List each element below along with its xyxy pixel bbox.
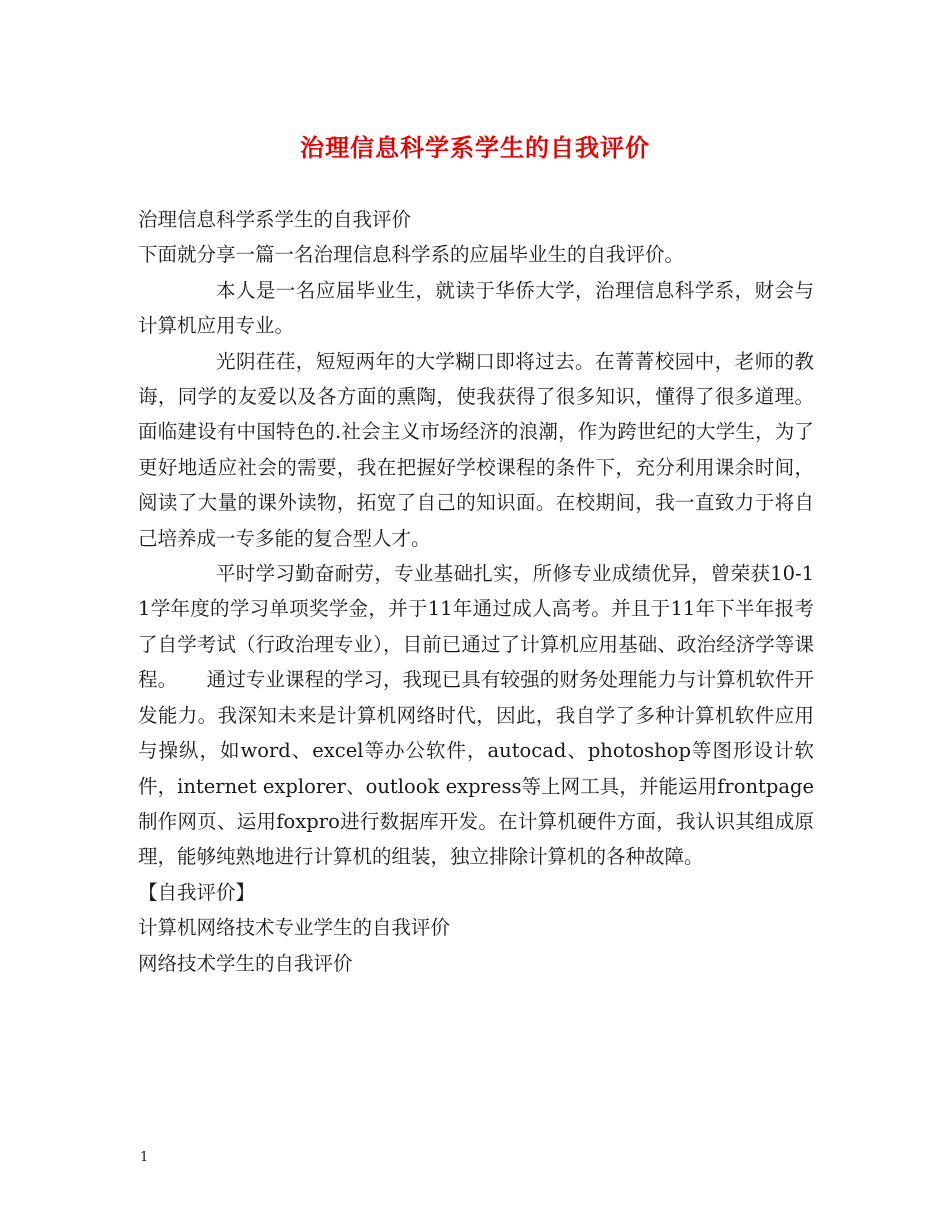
intro-line: 下面就分享一篇一名治理信息科学系的应届毕业生的自我评价。 — [138, 243, 685, 267]
intro-line: 治理信息科学系学生的自我评价 — [138, 208, 412, 231]
paragraph: 光阴荏荏，短短两年的大学糊口即将过去。在菁菁校园中，老师的教诲，同学的友爱以及各方面的熏陶，使我获得了很多知识，懂得了很多道理。面临建设有中国特色的.社会主义市场经济的浪潮，作为跨世纪的大学生，为了更好地适应社会的需要，我在把握好学校课程的条件下，充分利用课余时间，阅读了大量的课外读物，拓宽了自己的知识面。在校期间，我一直致力于将自己培养成一专多能的复合型人才。 — [138, 349, 814, 550]
closing-line: 网络技术学生的自我评价 — [138, 951, 353, 975]
page-number: 1 — [140, 1150, 149, 1165]
document-body — [138, 202, 814, 981]
document-title: 治理信息科学系学生的自我评价 — [300, 133, 650, 162]
paragraph: 本人是一名应届毕业生，就读于华侨大学，治理信息科学系，财会与计算机应用专业。 — [138, 278, 814, 338]
closing-line: 【自我评价】 — [138, 880, 256, 904]
paragraph: 平时学习勤奋耐劳，专业基础扎实，所修专业成绩优异，曾荣获10-11学年度的学习单项奖学金，并于11年通过成人高考。并且于11年下半年报考了自学考试（行政治理专业），目前已通过了计算机应用基础、政治经济学等课程。 通过专业课程的学习，我现已具有较强的财务处理能力与计算机软件开发能力。我深知未来是计算机网络时代，因此，我自学了多种计算机软件应用与操纵，如word、excel等办公软件，autocad、photoshop等图形设计软件，internet explorer、outlook express等上网工具，并能运用frontpage制作网页、运用foxpro进行数据库开发。在计算机硬件方面，我认识其组成原理，能够纯熟地进行计算机的组装，独立排除计算机的各种故障。 — [138, 562, 814, 869]
closing-line: 计算机网络技术专业学生的自我评价 — [138, 916, 451, 940]
